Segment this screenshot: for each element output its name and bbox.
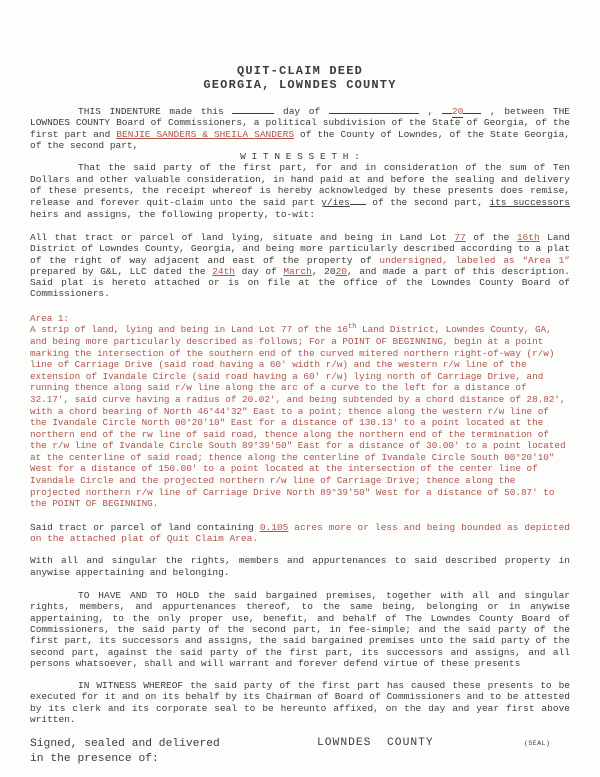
signed-line-1: Signed, sealed and delivered: [30, 738, 220, 751]
county-name: LOWNDES COUNTY: [317, 737, 434, 750]
paragraph-witness-whereof: IN WITNESS WHEREOF the said party of the first part has caused these presents to be executed for it and on its behalf by its Chairman of Board of Commissioners and to be attested by its clerk and its corporate seal to be hereunto affixed, on the day and year first above written.: [30, 680, 570, 725]
area1-heading: Area 1:: [30, 312, 70, 324]
witnesseth-heading: W I T N E S S E T H :: [240, 151, 360, 163]
paragraph-tract-description: All that tract or parcel of land lying, situate and being in Land Lot 77 of the 16th Land District of Lowndes County, Georgia, and being more particularly described according to a plat of the right of way adjacent and east of the property of undersigned, labeled as “Area 1” prepared by G&L, LLC dated the 24th day of March, 2020, and made a part of this description. Said plat is hereto attached or is on file at the office of the Lowndes County Board of Commissioners.: [30, 231, 571, 300]
signed-sealed-delivered: [30, 737, 220, 766]
document-title: [30, 64, 570, 92]
paragraph-indenture: THIS INDENTURE made this day of , 20 , between THE LOWNDES COUNTY Board of Commissioners, a political subdivision of the State of Georgia, of the first part and BENJIE SANDERS & SHEILA SANDERS of the County of Lowndes, of the State Georgia, of the second part,: [30, 106, 571, 151]
signature-block: [30, 737, 570, 771]
paragraph-consideration: That the said party of the first part, for and in consideration of the sum of Ten Dollars and other valuable consideration, in hand paid at and before the sealing and delivery of these presents, the receipt whereof is hereby acknowledged by these presents does remise, release and forever quit-claim unto the said part y/ies of the second part, its successors heirs and assigns, the following property, to-wit:: [30, 162, 570, 220]
paragraph-acreage: Said tract or parcel of land containing 0.105 acres more or less and being bounded as depicted on the attached plat of Quit Claim Area.: [30, 521, 570, 545]
title-line-1: QUIT-CLAIM DEED: [236, 64, 364, 78]
signed-line-2: in the presence of:: [30, 752, 159, 765]
title-line-2: GEORGIA, LOWNDES COUNTY: [203, 78, 397, 92]
seal-label: (SEAL): [524, 740, 551, 748]
paragraph-habendum: TO HAVE AND TO HOLD the said bargained premises, together with all and singular rights, members, and appurtenances thereof, to the same being, belonging or in anywise appertaining, to the only proper use, benefit, and behalf of The Lowndes County Board of Commissioners, the said party of the second part, in fee-simple; and the said party of the first part, its successors and assigns, the said bargained premises unto the said party of the second part, against the said party of the first part, its successors and assigns, and all persons whatsoever, shall and will warrant and forever defend virtue of these presents: [30, 590, 570, 669]
paragraph-area1-legal-description: A strip of land, lying and being in Land Lot 77 of the 16th Land District, Lowndes County, GA, and being more particularly described as follows; For a POINT OF BEGINNING, begin at a point marking the intersection of the southern end of the curved mitered northern right-of-way (r/w) line of Carriage Drive (said road having a 60' width r/w) and the western r/w line of the extension of Ivandale Circle (said road having a 60' r/w) lying north of Carriage Drive, and running thence along said r/w line along the arc of a curve to the left for a distance of 32.17', said curve having a radius of 20.02', and being subtended by a chord distance of 28.82', with a chord bearing of North 46°44'32" East to a point; thence along the western r/w line of the Ivandale Circle North 00°20'10" East for a distance of 130.13' to a point located at the northern end of the rw line of said road, thence along the northern end of the termination of the r/w line of Ivandale Circle South 89°39'50" East for a distance of 30.00' to a point located at the centerline of said road; thence along the centerline of Ivandale Circle South 00°20'10" West for a distance of 150.00' to a point located at the intersection of the center line of Ivandale Circle and the projected northern r/w line of Carriage Drive; thence along the projected northern r/w line of Carriage Drive North 89°39'50" West for a distance of 50.87' to the POINT OF BEGINNING.: [30, 323, 566, 510]
paragraph-appurtenances: With all and singular the rights, members and appurtenances to said described property in anywise appertaining and belonging.: [30, 555, 570, 578]
